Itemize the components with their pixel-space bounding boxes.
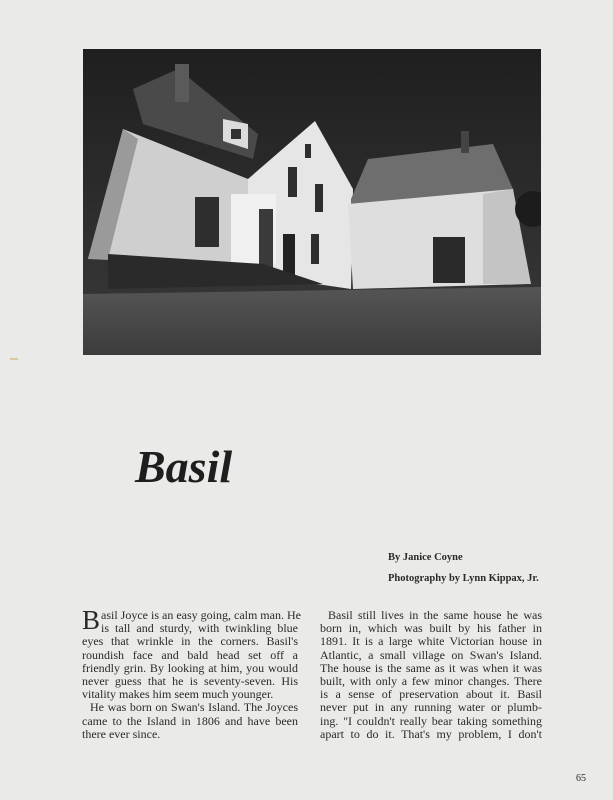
text-line: came to the Island in 1806 and have been [82, 713, 298, 728]
text-line: eyes that wrinkle in the corners. Basil's [82, 634, 298, 649]
paragraph [82, 605, 301, 702]
text-line: vitality makes him seem much younger. [82, 687, 274, 702]
text-line: ing. "I couldn't really bear taking something [320, 713, 542, 728]
text-line: Atlantic, a small village on Swan's Island. [320, 647, 542, 662]
right-column [320, 609, 542, 741]
author-byline: By Janice Coyne [388, 552, 463, 563]
text-line: apart to do it. That's my problem, I don't [320, 726, 542, 741]
text-line: The house is the same as it was when it was [320, 660, 542, 675]
article-title: Basil [135, 441, 233, 492]
text-line: is a sense of preservation about it. Basil [320, 687, 542, 702]
text-line: friendly grin. By looking at him, you would [82, 660, 298, 675]
text-line: asil Joyce is an easy going, calm man. He [101, 608, 301, 622]
left-column [82, 605, 301, 741]
text-line: 1891. It is a large white Victorian house in [320, 634, 542, 649]
text-line: is tall and sturdy, with twinkling blue [101, 621, 298, 636]
text-line: never put in any running water or plumb- [320, 700, 542, 715]
drop-cap: B [82, 605, 101, 635]
paragraph [320, 609, 542, 741]
text-line: never guess that he is seventy-seven. His [82, 673, 298, 688]
text-line: Basil still lives in the same house he was [328, 608, 542, 622]
text-line: roundish face and bald head set off a [82, 647, 298, 662]
scan-mark [10, 358, 18, 360]
paragraph [82, 701, 298, 741]
text-line: there ever since. [82, 726, 161, 741]
text-line: He was born on Swan's Island. The Joyces [90, 700, 298, 715]
text-line: built, with only a few minor changes. There [320, 673, 542, 688]
photography-credit: Photography by Lynn Kippax, Jr. [388, 573, 539, 584]
text-line: born in, which was built by his father in [320, 621, 542, 636]
house-photograph [83, 49, 541, 355]
page-number: 65 [576, 773, 586, 784]
